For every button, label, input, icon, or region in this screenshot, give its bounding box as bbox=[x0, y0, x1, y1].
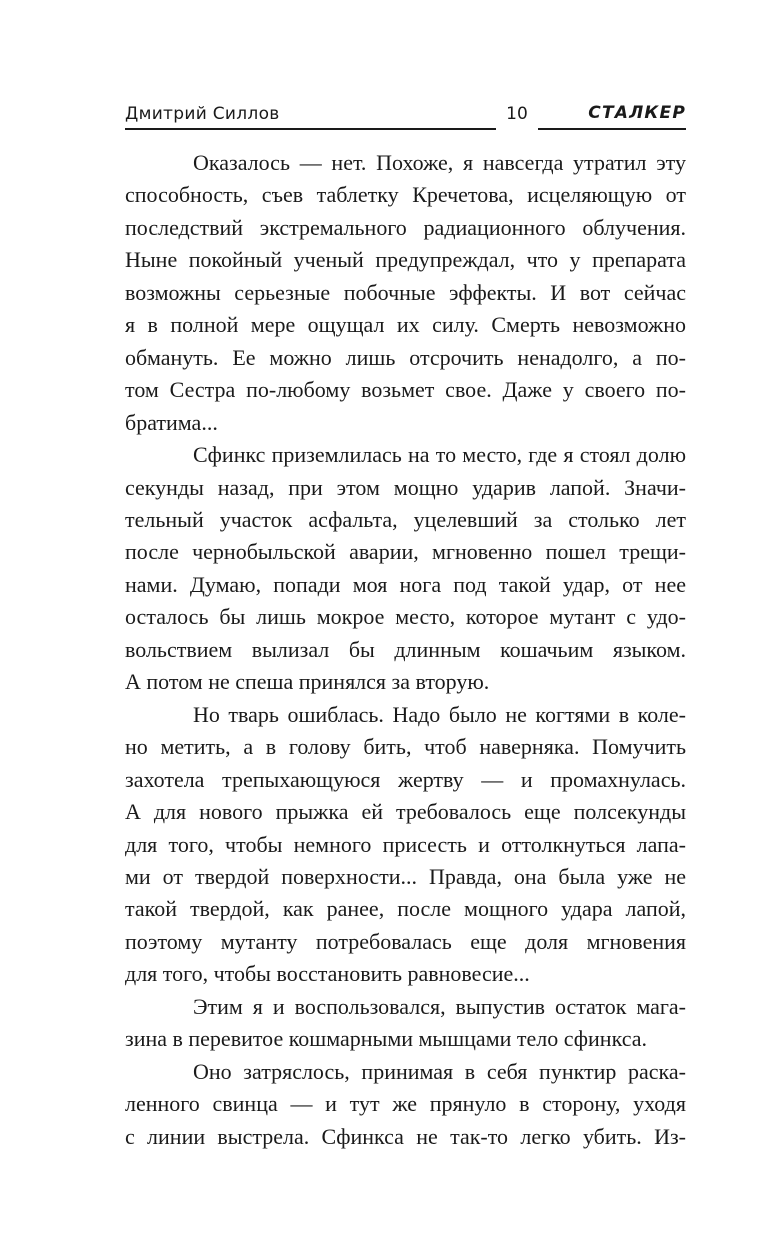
paragraph bbox=[125, 699, 686, 991]
text-line: Этим я и воспользовался, выпустив остаток мага- bbox=[193, 993, 686, 1019]
body-text bbox=[125, 147, 686, 1153]
text-line: последствий экстремального радиационного облучения. bbox=[125, 214, 686, 240]
running-head-author: Дмитрий Силлов bbox=[125, 104, 280, 124]
page-number: 10 bbox=[506, 104, 528, 124]
text-line: с линии выстрела. Сфинкса не так-то легко убить. Из- bbox=[125, 1123, 686, 1149]
text-line: тельный участок асфальта, уцелевший за столько лет bbox=[125, 506, 686, 532]
text-line: после чернобыльской аварии, мгновенно пошел трещи- bbox=[125, 539, 686, 565]
text-line: Ныне покойный ученый предупреждал, что у препарата bbox=[125, 247, 686, 273]
text-line: осталось бы лишь мокрое место, которое мутант с удо- bbox=[125, 604, 686, 630]
text-line: захотела трепыхающуюся жертву — и промахнулась. bbox=[125, 766, 686, 792]
text-line: возможны серьезные побочные эффекты. И вот сейчас bbox=[125, 279, 686, 305]
paragraph bbox=[125, 1056, 686, 1153]
text-line: для того, чтобы немного присесть и оттолкнуться лапа- bbox=[125, 831, 686, 857]
text-line: ленного свинца — и тут же прянуло в сторону, уходя bbox=[125, 1091, 686, 1117]
paragraph bbox=[125, 147, 686, 439]
running-head-series: СТАЛКЕР bbox=[588, 103, 686, 123]
text-line: но метить, а в голову бить, чтоб наверняка. Помучить bbox=[125, 734, 686, 760]
text-line: нами. Думаю, попади моя нога под такой удар, от нее bbox=[125, 571, 686, 597]
text-line: Оказалось — нет. Похоже, я навсегда утратил эту bbox=[193, 150, 686, 175]
running-head bbox=[125, 104, 686, 130]
running-head-rule-right bbox=[538, 128, 686, 130]
text-line: А для нового прыжка ей требовалось еще полсекунды bbox=[125, 799, 686, 825]
text-line: поэтому мутанту потребовалась еще доля мгновения bbox=[125, 928, 686, 954]
text-line: вольствием вылизал бы длинным кошачьим языком. bbox=[125, 636, 686, 662]
text-line: секунды назад, при этом мощно ударив лапой. Значи- bbox=[125, 474, 686, 500]
paragraph bbox=[125, 439, 686, 699]
text-line: для того, чтобы восстановить равновесие... bbox=[125, 961, 530, 987]
text-line: такой твердой, как ранее, после мощного удара лапой, bbox=[125, 896, 686, 922]
text-line: том Сестра по-любому возьмет свое. Даже у своего по- bbox=[125, 377, 686, 403]
text-line: способность, съев таблетку Кречетова, исцеляющую от bbox=[125, 182, 686, 208]
text-line: Оно затряслось, принимая в себя пунктир раска- bbox=[193, 1058, 686, 1084]
text-line: Но тварь ошиблась. Надо было не когтями в коле- bbox=[193, 701, 686, 727]
paragraph bbox=[125, 991, 686, 1056]
text-line: ми от твердой поверхности... Правда, она была уже не bbox=[125, 863, 686, 889]
text-line: зина в перевитое кошмарными мышцами тело сфинкса. bbox=[125, 1026, 648, 1052]
text-line: обмануть. Ее можно лишь отсрочить ненадолго, а по- bbox=[125, 344, 686, 370]
text-line: А потом не спеша принялся за вторую. bbox=[125, 669, 490, 695]
text-line: Сфинкс приземлилась на то место, где я стоял долю bbox=[193, 442, 686, 468]
text-line: я в полной мере ощущал их силу. Смерть невозможно bbox=[125, 312, 686, 338]
text-line: братима... bbox=[125, 409, 218, 435]
running-head-rule-left bbox=[125, 128, 496, 130]
